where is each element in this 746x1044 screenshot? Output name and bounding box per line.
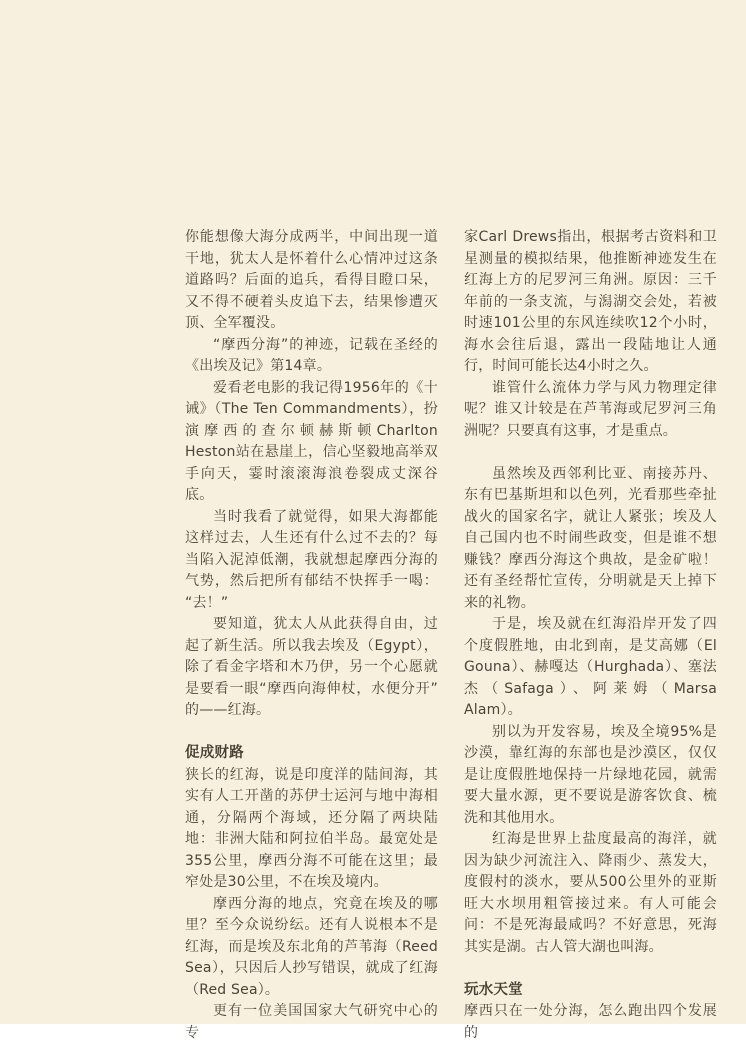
paragraph: 摩西分海的地点，究竟在埃及的哪里？至今众说纷纭。还有人说根本不是红海，而是埃及东北角的芦苇海（Reed Sea），只因后人抄写错误，就成了红海（Red Sea）。 [185,895,438,998]
paragraph: 谁管什么流体力学与风力物理定律呢？谁又计较是在芦苇海或尼罗河三角洲呢？只要真有这事，才是重点。 [464,379,717,439]
paragraph: 你能想像大海分成两半，中间出现一道干地，犹太人是怀着什么心情冲过这条道路吗？后面的追兵，看得目瞪口呆，又不得不硬着头皮追下去，结果惨遭灭顶、全军覆没。 [185,229,438,331]
section-heading: 玩水天堂 [464,981,523,998]
section-heading: 促成财路 [185,745,244,761]
article-text-area [185,227,717,1044]
paragraph: 红海是世界上盐度最高的海洋，就因为缺少河流注入、降雨少、蒸发大，度假村的淡水，要从500公里外的亚斯旺大水坝用粗管接过来。有人可能会问：不是死海最咸吗？不好意思，死海其实是湖。古人管大湖也叫海。 [464,831,717,955]
paragraph: 别以为开发容易，埃及全境95%是沙漠，靠红海的东部也是沙漠区，仅仅是让度假胜地保持一片绿地花园，就需要大量水源，更不要说是游客饮食、梳洗和其他用水。 [464,723,717,826]
right-column [464,227,717,1044]
paragraph: 摩西只在一处分海，怎么跑出四个发展的 [464,1003,717,1041]
paragraph: “摩西分海”的神迹，记载在圣经的《出埃及记》第14章。 [185,336,438,374]
paragraph: 更有一位美国国家大气研究中心的专 [185,1003,438,1041]
paragraph: 于是，埃及就在红海沿岸开发了四个度假胜地，由北到南，是艾高娜（El Gouna）、赫嘎达（Hurghada）、塞法杰（Safaga）、阿莱姆（Marsa Alam）。 [464,616,717,718]
paragraph: 要知道，犹太人从此获得自由，过起了新生活。所以我去埃及（Egypt），除了看金字塔和木乃伊，另一个心愿就是要看一眼“摩西向海伸杖，水便分开”的——红海。 [185,616,438,718]
paragraph: 当时我看了就觉得，如果大海都能这样过去，人生还有什么过不去的？每当陷入泥淖低潮，我就想起摩西分海的气势，然后把所有郁结不快挥手一喝：“去！” [185,508,438,611]
paragraph: 狭长的红海，说是印度洋的陆间海，其实有人工开凿的苏伊士运河与地中海相通，分隔两个海域，还分隔了两块陆地：非洲大陆和阿拉伯半岛。最宽处是355公里，摩西分海不可能在这里；最窄处是30公里，不在埃及境内。 [185,766,438,890]
paragraph: 爱看老电影的我记得1956年的《十诫》（The Ten Commandments），扮演摩西的查尔顿赫斯顿Charlton Heston站在悬崖上，信心坚毅地高举双手向天，霎时滚滚海浪卷裂成丈深谷底。 [185,379,438,503]
paragraph: 虽然埃及西邻利比亚、南接苏丹、东有巴基斯坦和以色列，光看那些牵扯战火的国家名字，就让人紧张；埃及人自己国内也不时闹些政变，但是谁不想赚钱？摩西分海这个典故，是金矿啦！还有圣经帮忙宣传，分明就是天上掉下来的礼物。 [464,465,717,611]
paragraph: 家Carl Drews指出，根据考古资料和卫星测量的模拟结果，他推断神迹发生在红海上方的尼罗河三角洲。原因：三千年前的一条支流，与潟湖交会处，若被时速101公里的东风连续吹12个小时，海水会往后退，露出一段陆地让人通行，时间可能长达4小时之久。 [464,229,717,374]
left-column [185,227,438,1044]
